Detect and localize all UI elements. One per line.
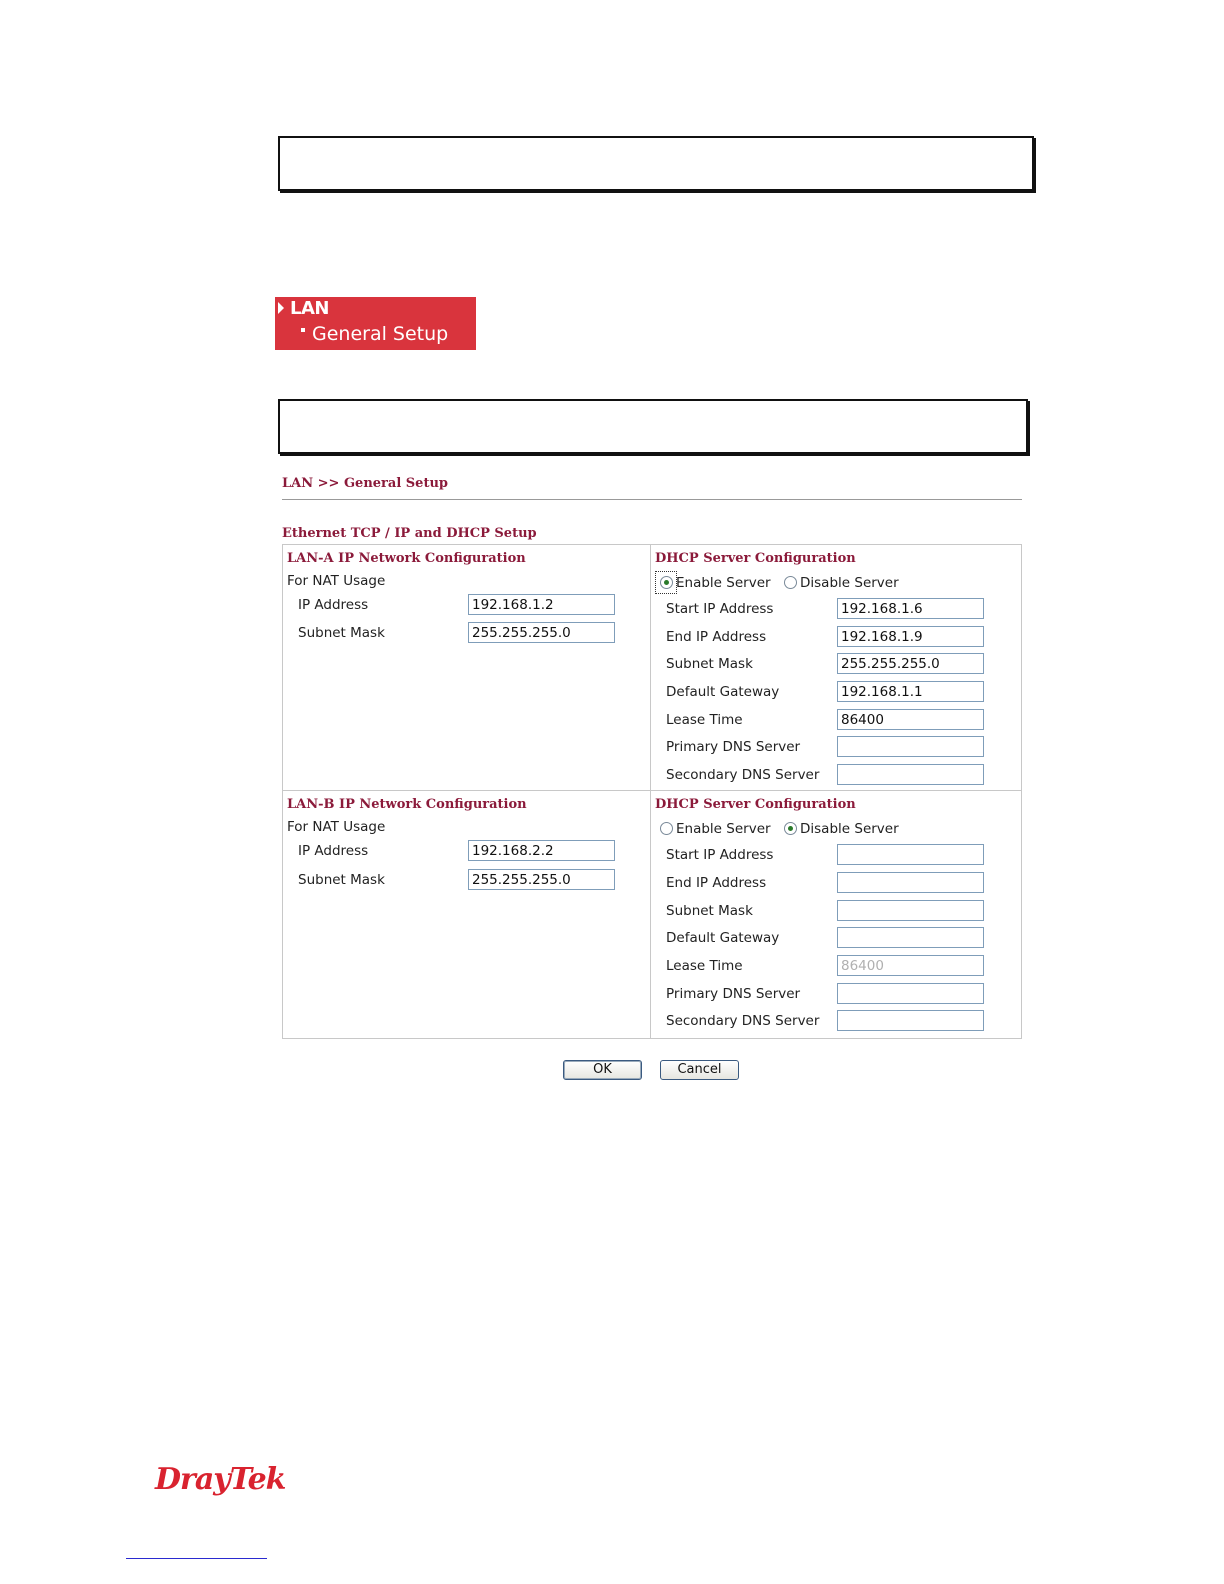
lease-time-label: Lease Time xyxy=(666,958,743,974)
dhcp-b-title: DHCP Server Configuration xyxy=(655,797,856,812)
lan-b-config xyxy=(283,791,651,1038)
end-ip-label: End IP Address xyxy=(666,875,767,891)
expand-arrow-icon xyxy=(278,302,284,314)
empty-figure-box-top xyxy=(278,136,1034,191)
dhcp-mask-label: Subnet Mask xyxy=(666,903,753,919)
primary-dns-input[interactable] xyxy=(837,983,984,1004)
start-ip-input[interactable] xyxy=(837,844,984,865)
dhcp-b-config xyxy=(651,791,1021,1038)
secondary-dns-label: Secondary DNS Server xyxy=(666,1013,820,1029)
enable-server-radio[interactable] xyxy=(660,822,673,835)
menu-title[interactable]: LAN xyxy=(290,298,329,319)
dhcp-mask-input[interactable] xyxy=(837,653,984,674)
dhcp-a-title: DHCP Server Configuration xyxy=(655,551,856,566)
lease-time-label: Lease Time xyxy=(666,712,743,728)
end-ip-input[interactable] xyxy=(837,872,984,893)
menu-item-general-setup[interactable]: General Setup xyxy=(312,323,449,345)
breadcrumb: LAN >> General Setup xyxy=(282,476,448,491)
secondary-dns-label: Secondary DNS Server xyxy=(666,767,820,783)
primary-dns-label: Primary DNS Server xyxy=(666,739,801,755)
enable-server-label[interactable]: Enable Server xyxy=(676,575,771,591)
start-ip-input[interactable] xyxy=(837,598,984,619)
gateway-label: Default Gateway xyxy=(666,930,780,946)
subnet-mask-label: Subnet Mask xyxy=(298,872,385,888)
gateway-input[interactable] xyxy=(837,927,984,948)
disable-server-radio[interactable] xyxy=(784,576,797,589)
empty-figure-box-middle xyxy=(278,399,1028,454)
secondary-dns-input[interactable] xyxy=(837,764,984,785)
ip-address-label: IP Address xyxy=(298,843,369,859)
dhcp-mask-label: Subnet Mask xyxy=(666,656,753,672)
start-ip-label: Start IP Address xyxy=(666,601,774,617)
end-ip-label: End IP Address xyxy=(666,629,767,645)
lan-a-mask-input[interactable] xyxy=(468,622,615,643)
disable-server-label[interactable]: Disable Server xyxy=(800,575,899,591)
cancel-button[interactable]: Cancel xyxy=(660,1060,739,1080)
start-ip-label: Start IP Address xyxy=(666,847,774,863)
section-title: Ethernet TCP / IP and DHCP Setup xyxy=(282,526,537,541)
menu-lan[interactable] xyxy=(275,297,476,350)
disable-server-radio[interactable] xyxy=(784,822,797,835)
lan-a-config xyxy=(283,545,651,791)
lan-b-ip-input[interactable] xyxy=(468,840,615,861)
nat-usage-label: For NAT Usage xyxy=(287,819,386,835)
lease-time-input[interactable] xyxy=(837,955,984,976)
primary-dns-input[interactable] xyxy=(837,736,984,757)
gateway-label: Default Gateway xyxy=(666,684,780,700)
ip-address-label: IP Address xyxy=(298,597,369,613)
lan-b-mask-input[interactable] xyxy=(468,869,615,890)
draytek-logo: DrayTek xyxy=(155,1462,286,1497)
nat-usage-label: For NAT Usage xyxy=(287,573,386,589)
lan-b-title: LAN-B IP Network Configuration xyxy=(287,797,527,812)
divider xyxy=(282,499,1022,500)
config-panel xyxy=(282,544,1022,1039)
subnet-mask-label: Subnet Mask xyxy=(298,625,385,641)
gateway-input[interactable] xyxy=(837,681,984,702)
bullet-icon xyxy=(301,328,305,332)
disable-server-label[interactable]: Disable Server xyxy=(800,821,899,837)
lan-a-ip-input[interactable] xyxy=(468,594,615,615)
dhcp-a-config xyxy=(651,545,1021,791)
end-ip-input[interactable] xyxy=(837,626,984,647)
primary-dns-label: Primary DNS Server xyxy=(666,986,801,1002)
lease-time-input[interactable] xyxy=(837,709,984,730)
footnote-divider xyxy=(126,1558,267,1559)
secondary-dns-input[interactable] xyxy=(837,1010,984,1031)
ok-button[interactable]: OK xyxy=(563,1060,642,1080)
lan-a-title: LAN-A IP Network Configuration xyxy=(287,551,526,566)
enable-server-label[interactable]: Enable Server xyxy=(676,821,771,837)
enable-server-radio[interactable] xyxy=(660,576,673,589)
dhcp-mask-input[interactable] xyxy=(837,900,984,921)
